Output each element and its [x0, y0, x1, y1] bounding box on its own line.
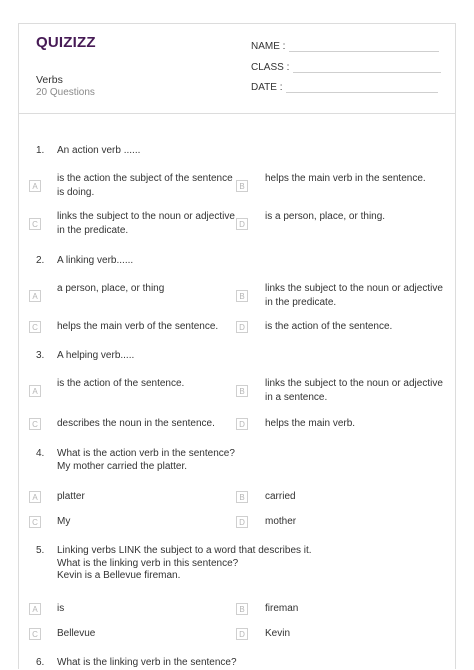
option-text[interactable]: My: [57, 516, 71, 527]
option-text[interactable]: Bellevue: [57, 628, 96, 639]
option-text[interactable]: fireman: [265, 603, 299, 614]
quizizz-logo: QUIZIZZ: [36, 34, 96, 51]
name-field[interactable]: [251, 41, 439, 52]
option-letter-box[interactable]: B: [236, 290, 248, 302]
header-divider: [18, 113, 456, 114]
option-letter-box[interactable]: B: [236, 385, 248, 397]
question-text: Linking verbs LINK the subject to a word that describes it. What is the linking verb in this sentence? Kevin is a Bellevue fireman.: [57, 545, 312, 581]
option-text[interactable]: is a person, place, or thing.: [265, 211, 386, 222]
option-letter-box[interactable]: B: [236, 180, 248, 192]
option-text[interactable]: links the subject to the noun or adjective in a sentence.: [265, 378, 443, 403]
option-letter-box[interactable]: D: [236, 418, 248, 430]
option-letter-box[interactable]: C: [29, 418, 41, 430]
option-text[interactable]: mother: [265, 516, 297, 527]
worksheet-subtitle: 20 Questions: [36, 87, 95, 98]
option-text[interactable]: a person, place, or thing: [57, 283, 165, 294]
option-letter-box[interactable]: D: [236, 321, 248, 333]
option-text[interactable]: describes the noun in the sentence.: [57, 418, 215, 429]
date-field[interactable]: [251, 82, 438, 93]
option-letter-box[interactable]: C: [29, 218, 41, 230]
option-letter-box[interactable]: A: [29, 290, 41, 302]
name-line[interactable]: [289, 41, 439, 52]
option-letter-box[interactable]: A: [29, 491, 41, 503]
option-text[interactable]: platter: [57, 491, 85, 502]
option-text[interactable]: is the action of the sentence.: [57, 378, 185, 389]
class-field[interactable]: [251, 62, 441, 73]
option-text[interactable]: is: [57, 603, 65, 614]
question-number: 6.: [36, 657, 45, 668]
question-text: What is the linking verb in the sentence?: [57, 657, 237, 668]
question-number: 2.: [36, 255, 45, 266]
question-text: What is the action verb in the sentence? My mother carried the platter.: [57, 448, 235, 472]
option-letter-box[interactable]: C: [29, 516, 41, 528]
question-text: A helping verb.....: [57, 350, 135, 361]
option-letter-box[interactable]: A: [29, 385, 41, 397]
option-letter-box[interactable]: A: [29, 180, 41, 192]
question-number: 5.: [36, 545, 45, 556]
option-text[interactable]: helps the main verb in the sentence.: [265, 173, 426, 184]
option-letter-box[interactable]: D: [236, 218, 248, 230]
option-letter-box[interactable]: B: [236, 603, 248, 615]
option-text[interactable]: links the subject to the noun or adjective in the predicate.: [265, 283, 443, 308]
date-label: DATE :: [251, 82, 283, 93]
class-line[interactable]: [293, 62, 441, 73]
option-letter-box[interactable]: D: [236, 516, 248, 528]
option-letter-box[interactable]: D: [236, 628, 248, 640]
worksheet-title: Verbs: [36, 74, 63, 86]
option-letter-box[interactable]: B: [236, 491, 248, 503]
date-line[interactable]: [286, 82, 438, 93]
option-text[interactable]: helps the main verb of the sentence.: [57, 321, 219, 332]
option-letter-box[interactable]: C: [29, 321, 41, 333]
option-text[interactable]: carried: [265, 491, 296, 502]
option-text[interactable]: is the action of the sentence.: [265, 321, 393, 332]
question-number: 1.: [36, 145, 45, 156]
question-number: 4.: [36, 448, 45, 459]
option-text[interactable]: is the action the subject of the sentence is doing.: [57, 173, 233, 198]
class-label: CLASS :: [251, 62, 290, 73]
option-text[interactable]: helps the main verb.: [265, 418, 356, 429]
question-number: 3.: [36, 350, 45, 361]
option-text[interactable]: links the subject to the noun or adjective in the predicate.: [57, 211, 235, 236]
question-text: A linking verb......: [57, 255, 134, 266]
question-text: An action verb ......: [57, 145, 141, 156]
option-letter-box[interactable]: A: [29, 603, 41, 615]
name-label: NAME :: [251, 41, 286, 52]
option-letter-box[interactable]: C: [29, 628, 41, 640]
option-text[interactable]: Kevin: [265, 628, 291, 639]
